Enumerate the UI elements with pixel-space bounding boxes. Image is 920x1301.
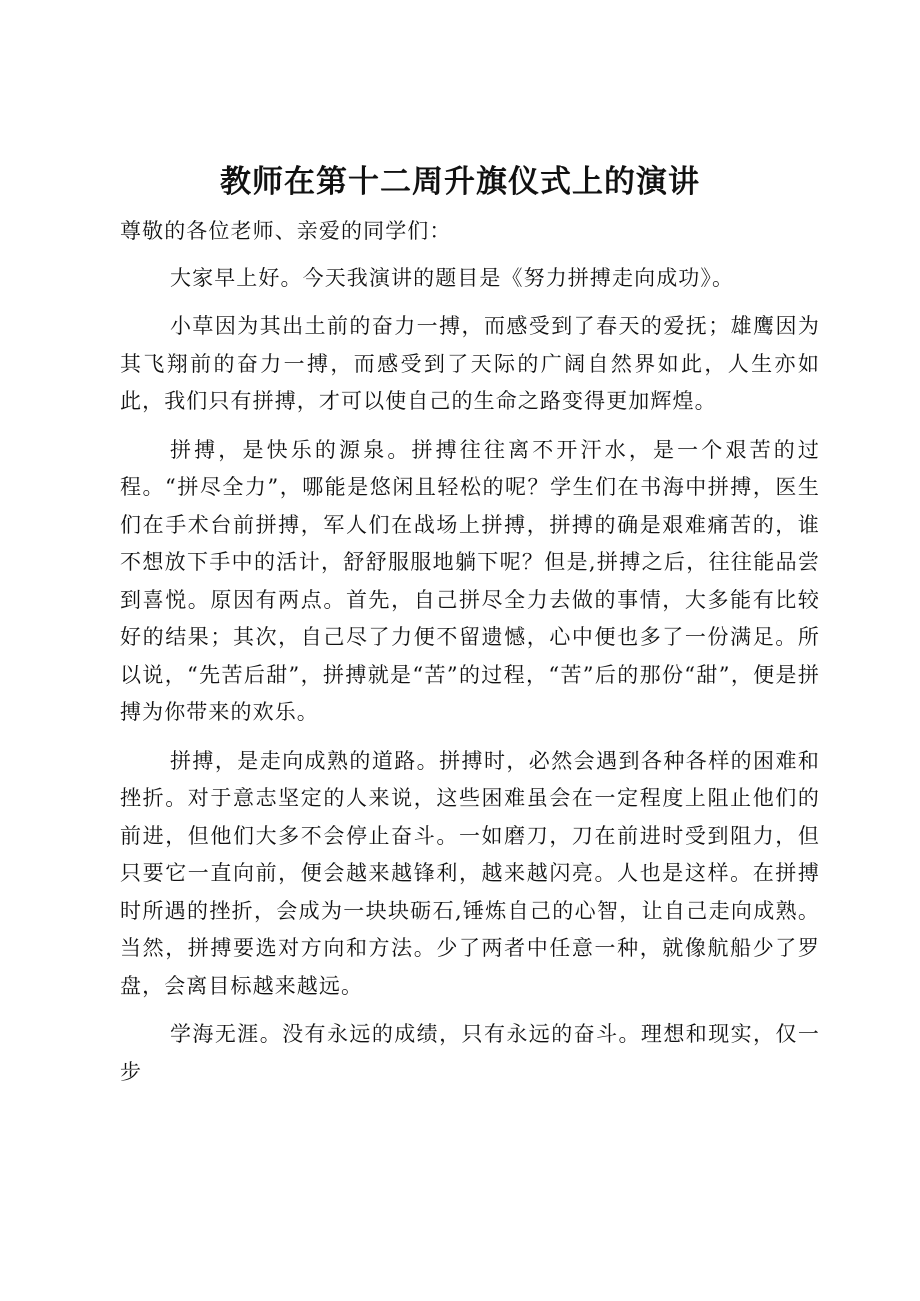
- paragraph-5: 学海无涯。没有永远的成绩，只有永远的奋斗。理想和现实，仅一步: [120, 1022, 820, 1084]
- paragraph-1: 大家早上好。今天我演讲的题目是《努力拼搏走向成功》。: [170, 265, 735, 290]
- paragraph-3: 拼搏，是快乐的源泉。拼搏往往离不开汗水，是一个艰苦的过程。“拼尽全力”，哪能是悠闲且轻松的呢？学生们在书海中拼搏，医生们在手术台前拼搏，军人们在战场上拼搏，拼搏的确是艰难痛苦的，谁不想放下手中的活计，舒舒服服地躺下呢？但是,拼搏之后，往往能品尝到喜悦。原因有两点。首先，自己拼尽全力去做的事情，大多能有比较好的结果；其次，自己尽了力便不留遗憾，心中便也多了一份满足。所以说，“先苦后甜”，拼搏就是“苦”的过程，“苦”后的那份“甜”，便是拼搏为你带来的欢乐。: [120, 437, 820, 724]
- document-title: 教师在第十二周升旗仪式上的演讲: [220, 164, 700, 200]
- paragraph-4: 拼搏，是走向成熟的道路。拼搏时，必然会遇到各种各样的困难和挫折。对于意志坚定的人来说，这些困难虽会在一定程度上阻止他们的前进，但他们大多不会停止奋斗。一如磨刀，刀在前进时受到阻力，但只要它一直向前，便会越来越锋利，越来越闪亮。人也是这样。在拼搏时所遇的挫折，会成为一块块砺石,锤炼自己的心智，让自己走向成熟。当然，拼搏要选对方向和方法。少了两者中任意一种，就像航船少了罗盘，会离目标越来越远。: [120, 748, 820, 998]
- greeting-line: 尊敬的各位老师、亲爱的同学们：: [120, 219, 452, 243]
- paragraph-2: 小草因为其出土前的奋力一搏，而感受到了春天的爱抚；雄鹰因为其飞翔前的奋力一搏，而感受到了天际的广阔自然界如此，人生亦如此，我们只有拼搏，才可以使自己的生命之路变得更加辉煌。: [120, 314, 820, 413]
- document-body: [120, 213, 820, 1102]
